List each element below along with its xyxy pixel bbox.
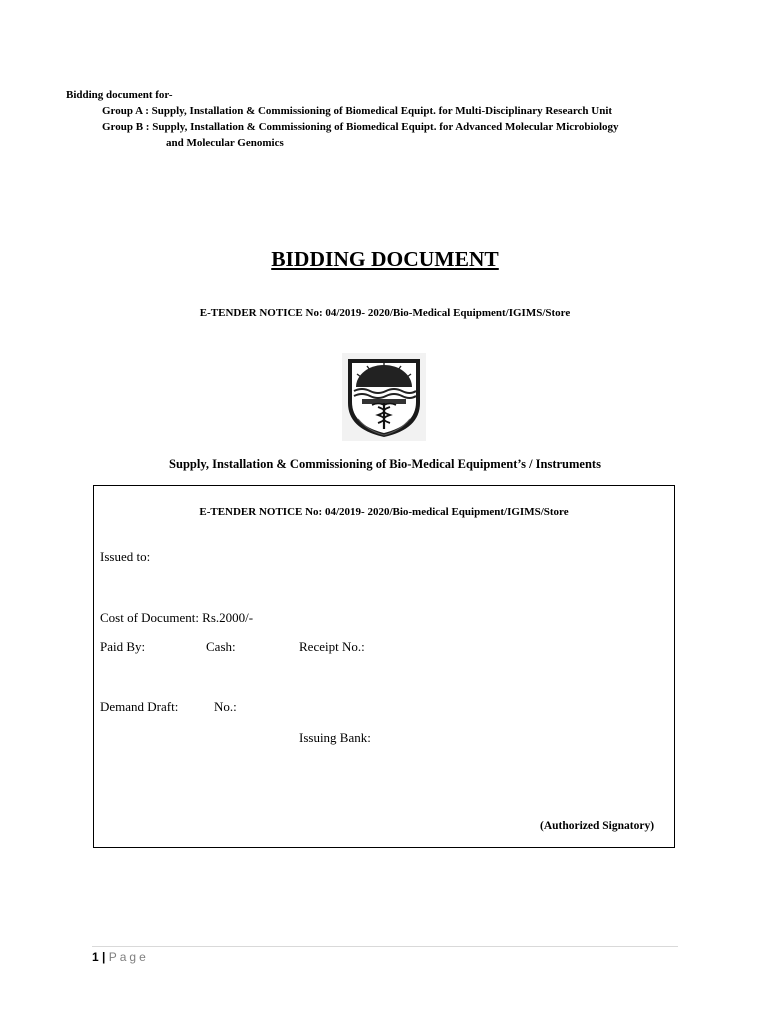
issued-to-label: Issued to: [100,549,151,564]
issuing-bank-label: Issuing Bank: [299,730,371,745]
supply-heading: Supply, Installation & Commissioning of Bio-Medical Equipment’s / Instruments [169,457,601,471]
page-separator: | [102,950,106,964]
page-label: Page [108,950,149,964]
page-title: BIDDING DOCUMENT [271,247,499,271]
group-a-line: Group A : Supply, Installation & Commissioning of Biomedical Equipt. for Multi-Disciplinary Research Unit [102,105,613,117]
page-number: 1 [92,950,99,964]
receipt-no-label: Receipt No.: [299,639,365,654]
footer-divider [92,946,678,947]
authorized-signatory: (Authorized Signatory) [540,820,655,832]
issue-record-box [93,485,675,848]
box-tender-notice: E-TENDER NOTICE No: 04/2019- 2020/Bio-medical Equipment/IGIMS/Store [199,506,569,518]
dd-number-label: No.: [214,699,237,714]
demand-draft-label: Demand Draft: [100,699,179,714]
cash-label: Cash: [206,639,236,654]
paid-by-label: Paid By: [100,639,146,654]
bidding-intro: Bidding document for- [66,89,173,101]
cost-of-document: Cost of Document: Rs.2000/- [100,610,254,625]
igims-emblem-icon [342,353,426,441]
group-b-line: Group B : Supply, Installation & Commissioning of Biomedical Equipt. for Advanced Molecular Microbiology [102,121,619,133]
page-footer [92,950,149,964]
group-b-continuation: and Molecular Genomics [166,137,284,149]
tender-notice-heading: E-TENDER NOTICE No: 04/2019- 2020/Bio-Medical Equipment/IGIMS/Store [199,307,571,319]
